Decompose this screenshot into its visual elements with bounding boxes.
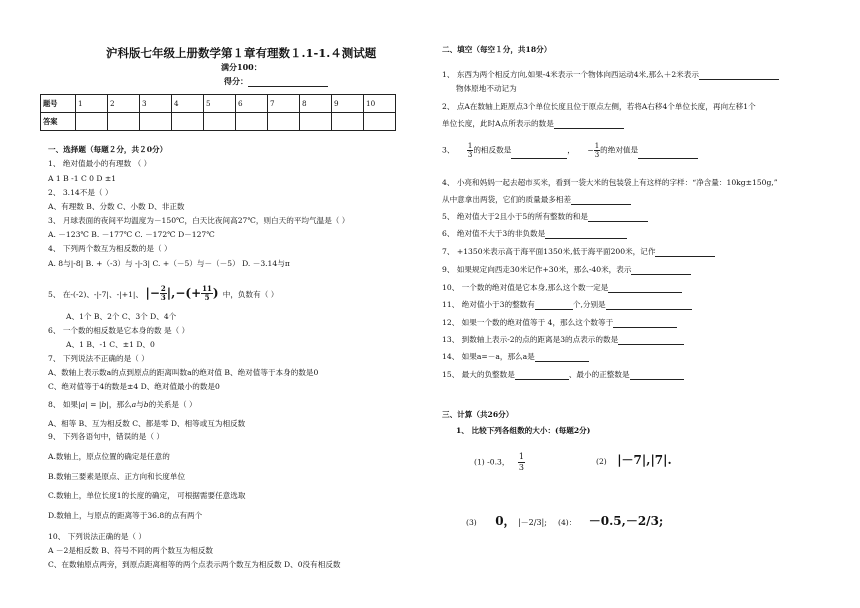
section-3-heading: 三、计算（共26分） [442,410,514,419]
question-options: B.数轴三要素是原点、正方向和长度单位 [48,472,186,481]
compare-item-3 [466,516,547,528]
answer-blank[interactable] [699,70,779,80]
answer-blank[interactable] [511,149,567,159]
fraction-numerator: 11 [202,284,212,293]
answer-blank[interactable] [535,300,573,310]
compare-item-2 [596,455,672,467]
fill-question-2: 2、 点A在数轴上距原点3个单位长度且位于原点左侧，若将A右移4个单位长度，再向左移1个 [442,102,756,111]
question-text: 9、 如果规定向西走30米记作+30米，那么-40米，表示 [442,265,632,274]
neg-sign: − [587,145,594,155]
question-text: 的绝对值是 [600,145,639,155]
question-line: 1、 绝对值最小的有理数 （ ） [48,159,152,168]
section-2-heading: 二、填空（每空１分，共18分） [442,45,552,54]
answer-blank[interactable] [655,247,715,257]
question-text: 10、 一个数的绝对值是它本身,那么这个数一定是 [442,283,609,292]
question-options: D.数轴上，与原点的距离等于36.8的点有两个 [48,511,203,520]
question-options: C、绝对值等于4的数是±4 D、绝对值最小的数是0 [48,382,220,391]
question-5-prefix: 5、 在-(-2)、-|-7|、-|+1|、 [48,290,144,299]
answer-cell[interactable] [300,113,332,131]
question-text: 11、 绝对值小于3的整数有 [442,300,535,309]
answer-blank[interactable] [613,318,677,328]
table-cell: 答案 [41,113,76,131]
math-expression: －0.5,－2/3; [588,514,664,528]
answer-cell[interactable] [236,113,268,131]
table-cell: 9 [332,95,364,113]
compare-item-4 [558,516,663,528]
answer-blank[interactable] [608,283,682,293]
table-cell: 1 [76,95,108,113]
question-text: 150g,” [752,178,778,187]
fill-question-4b [442,195,631,205]
question-line: 10、 下列说法正确的是（ ） [48,532,147,541]
fraction-numerator: 2 [160,284,166,293]
fill-question-11 [442,300,692,310]
question-text: 14、 如果a=－a，那么a是 [442,352,535,361]
table-cell: 6 [236,95,268,113]
fraction-numerator: 1 [467,142,473,150]
fill-question-1 [442,70,779,80]
fill-question-9 [442,265,691,275]
fraction-denominator: 5 [204,293,210,302]
question-options: A －2是相反数 B、符号不同的两个数互为相反数 [48,546,214,555]
fraction [160,285,167,302]
fraction-numerator: 1 [594,142,600,150]
score-label-text: 得分： [224,76,248,86]
math-abs-equation: |a| = |b| [78,400,109,409]
variable-a: a [131,400,137,409]
question-line: 7、 下列说法不正确的是（ ） [48,354,149,363]
question-text: 物体原地不动记为 [456,84,517,93]
answer-blank[interactable] [535,352,589,362]
question-text: 7、 +1350米表示高于海平面1350米,低于海平面200米，记作 [442,247,656,256]
answer-blank[interactable] [606,300,692,310]
section-1-heading: 一、选择题（每题２分，共２0分） [48,145,168,154]
question-line: 2、 3.14不是（ ） [48,188,113,197]
question-text: 5、 绝对值大于2且小于5的所有整数的和是 [442,212,588,221]
question-8-and: 与 [136,400,144,409]
question-text: 个,分别是 [572,300,606,309]
math-expression: |－2/3|; [517,518,547,527]
score-table [40,94,396,131]
fraction-numerator: 1 [518,452,524,461]
fill-question-7 [442,247,715,257]
answer-blank[interactable] [515,370,569,380]
score-blank[interactable] [248,77,328,87]
fill-question-3 [442,142,698,159]
table-cell: 4 [172,95,204,113]
question-options: A、有理数 B、分数 C、小数 D、非正数 [48,202,185,211]
compare-label: (3) [466,518,477,527]
answer-cell[interactable] [140,113,172,131]
question-line: 4、 下列两个数互为相反数的是（ ） [48,244,172,253]
answer-blank[interactable] [554,119,624,129]
math-expression: 0， [495,514,516,528]
question-options: A. －123℃ B. －177℃ C. －172℃ D－127℃ [48,230,215,239]
question-options: A.数轴上，原点位置的确定是任意的 [48,452,170,461]
question-number: 3、 [442,145,455,155]
answer-blank[interactable] [638,149,698,159]
question-text: 13、 到数轴上表示-2的点的距离是3的点表示的数是 [442,335,619,344]
abs-bar: | [166,286,172,300]
question-line: 9、 下列各语句中，错误的是（ ） [48,432,164,441]
compare-item-1 [474,452,525,473]
math-expression: |－7|,|7|. [617,453,672,467]
question-options: C、在数轴原点两旁，到原点距离相等的两个点表示两个数互为相反数 D、0没有相反数 [48,560,341,569]
answer-cell[interactable] [268,113,300,131]
question-text: 单位长度，此时A点所表示的数是 [442,119,554,128]
question-text: 从中意拿出两袋，它们的质量最多相差 [442,195,572,204]
answer-cell[interactable] [364,113,396,131]
fraction-denominator: 3 [467,151,473,159]
question-text: 1、 东西为两个相反方向,如果-4米表示一个物体向西运动4米,那么＋2米表示 [442,70,699,79]
fraction-denominator: 3 [518,463,524,472]
question-text: 6、 绝对值不大于3的非负数是 [442,229,546,238]
fill-question-15 [442,370,684,380]
question-text: 15、 最大的负整数是 [442,370,515,379]
fill-question-6 [442,229,627,239]
fill-question-10 [442,283,682,293]
table-cell: 3 [140,95,172,113]
question-options: C.数轴上，单位长度1的长度的确定， 可根据需要任意选取 [48,491,246,500]
answer-cell[interactable] [204,113,236,131]
full-score-label: 满分100： [221,62,262,72]
fill-question-2b [442,119,624,129]
answer-blank[interactable] [588,212,648,222]
question-options: A 1 B -1 C 0 D ±1 [48,174,117,183]
compare-label: (4)： [558,518,577,527]
table-cell: 10 [364,95,396,113]
fraction-denominator: 3 [594,151,600,159]
math-expression: |− $\frac{2}{3}$ |,−(+ $\frac{11}{5}$ ) [145,284,223,302]
question-options: A. 8与|-8| B. +（-3）与 -|-3| C. +（－5）与－（－5） D. －3.14与π [48,259,290,268]
question-line: 3、 月球表面的夜间平均温度为－150℃，白天比夜间高27℃，则白天的平均气温是（ ） [48,216,350,225]
fraction [518,452,525,473]
question-options: A、1个 B、2个 C、3个 D、4个 [66,312,177,321]
answer-blank[interactable] [630,370,684,380]
question-options: A、数轴上表示数a的点到原点的距离叫数a的绝对值 B、绝对值等于本身的数是0 [48,368,319,377]
page-title: 沪科版七年级上册数学第１章有理数１.1-1.４测试题 [106,46,377,60]
fill-question-5 [442,212,648,222]
answer-blank[interactable] [545,229,627,239]
section-3-question-1: 1、 比较下列各组数的大小：(每题2分) [456,426,591,435]
fill-question-13 [442,335,684,345]
answer-cell[interactable] [76,113,108,131]
fraction [201,285,213,302]
fill-question-14 [442,352,589,362]
answer-cell[interactable] [172,113,204,131]
score-table-header-row [41,95,396,113]
plus-minus: ± [745,178,752,187]
variable-b: b [143,400,149,409]
question-text: 的相反数是 [473,145,512,155]
question-line: 6、 一个数的相反数是它本身的数 是（ ） [48,326,190,335]
fill-question-4 [442,178,778,188]
abs-bar: |− [145,286,160,300]
question-8-mid: ，那么 [108,400,132,409]
compare-label: (2) [596,457,607,466]
score-table-answer-row [41,113,396,131]
answer-blank[interactable] [571,195,631,205]
table-cell: 5 [204,95,236,113]
table-cell: 7 [268,95,300,113]
question-8 [48,400,197,410]
table-cell: 2 [108,95,140,113]
fill-question-1b [456,84,517,94]
question-text: 、最小的正整数是 [568,370,630,379]
question-8-suffix: 的关系是（ ） [148,400,197,409]
question-5 [48,285,278,302]
compare-text: (1) -0.3， [474,457,510,467]
answer-blank[interactable] [618,335,684,345]
answer-blank[interactable] [631,265,691,275]
answer-cell[interactable] [108,113,140,131]
question-8-prefix: 8、 如果 [48,400,79,409]
fraction-denominator: 3 [160,293,166,302]
question-text: 12、 如果一个数的绝对值等于 4，那么这个数等于 [442,318,614,327]
score-label [224,76,328,87]
comma: ， [567,145,575,155]
fill-question-12 [442,318,677,328]
question-text: 4、 小亮和妈妈一起去超市买米，看到一袋大米的包装袋上有这样的字样：“净含量：10kg [442,178,746,187]
question-options: A、1 B、-1 C、±1 D、0 [66,340,155,349]
answer-cell[interactable] [332,113,364,131]
question-options: A、相等 B、互为相反数 C、都是零 D、相等或互为相反数 [48,419,246,428]
question-5-suffix: 中，负数有（ ） [222,290,279,299]
table-cell: 题号 [41,95,76,113]
table-cell: 8 [300,95,332,113]
